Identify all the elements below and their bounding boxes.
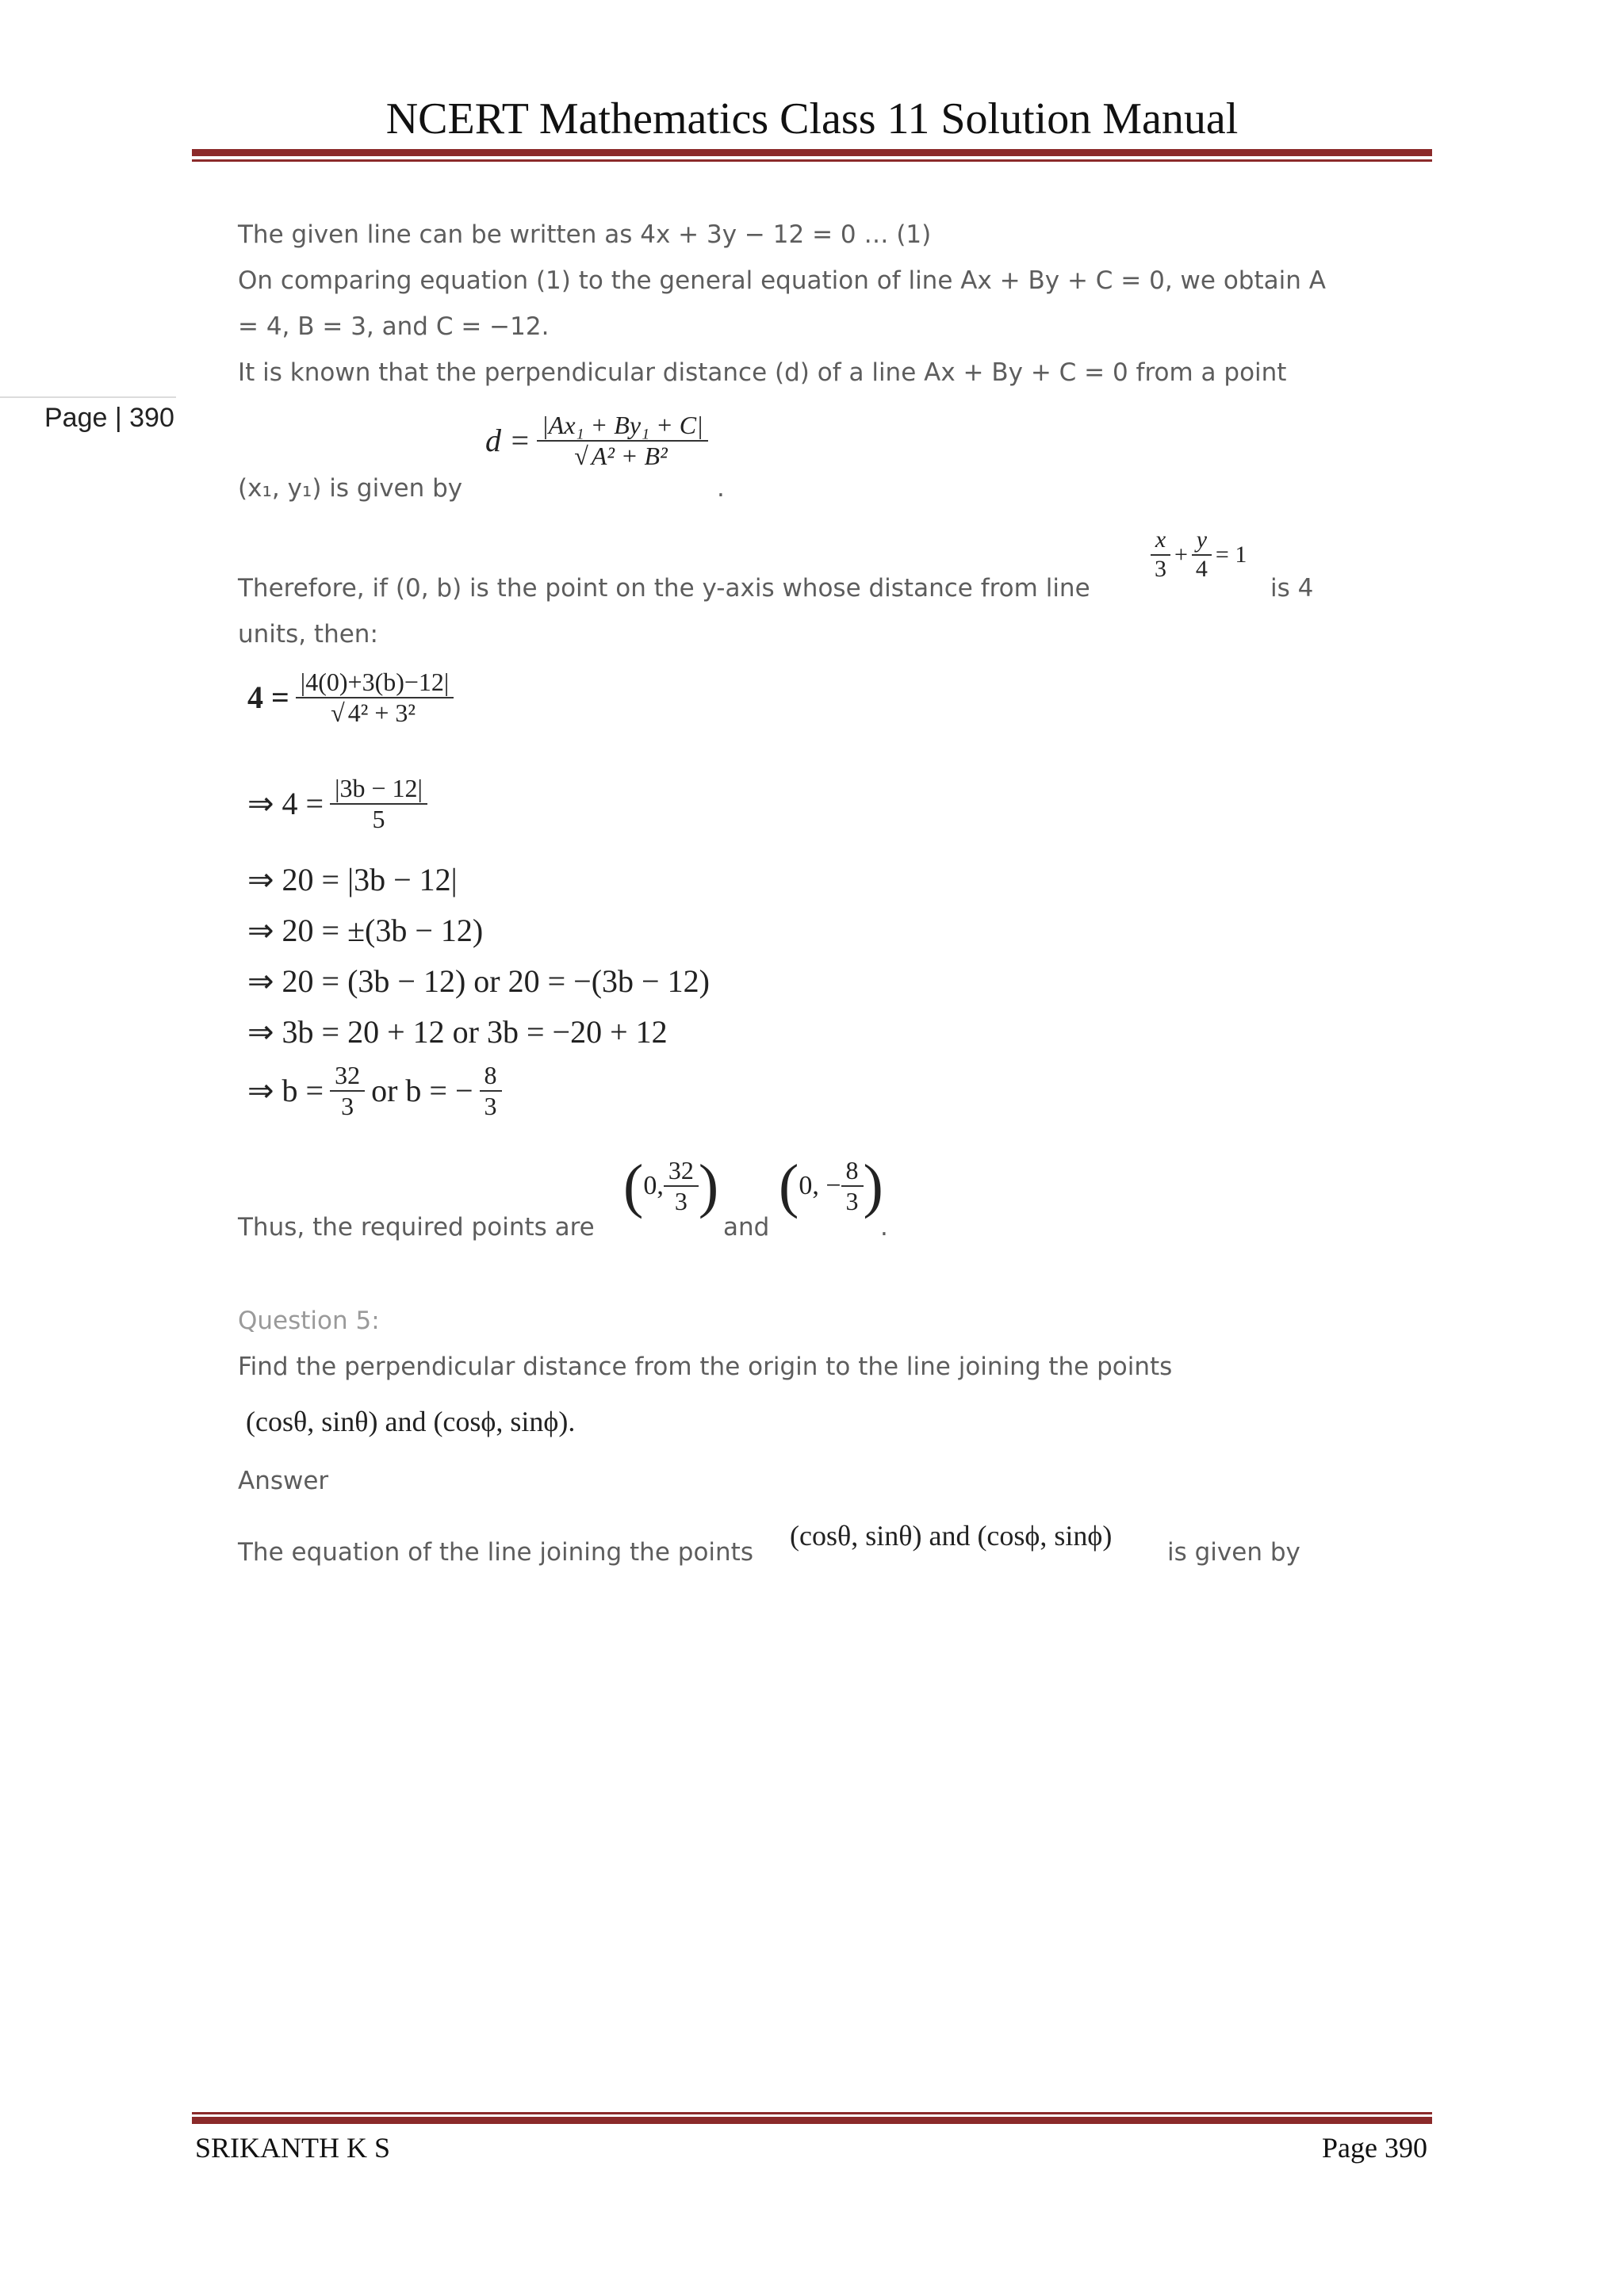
text-line-5-end: . xyxy=(717,474,725,503)
step-1-numerator: |4(0)+3(b)−12| xyxy=(296,668,454,698)
step-1-denominator: √ 4² + 3² xyxy=(326,698,423,728)
footer-rule-thick xyxy=(192,2117,1432,2124)
answer-label: Answer xyxy=(238,1467,329,1495)
step-4: ⇒ 20 = ±(3b − 12) xyxy=(247,913,484,948)
point-2-num: 8 xyxy=(841,1156,864,1187)
step-7-num-1: 32 xyxy=(330,1061,365,1092)
question-math: (cosθ, sinθ) and (cosϕ, sinϕ). xyxy=(246,1406,576,1437)
answer-line-1-math: (cosθ, sinθ) and (cosϕ, sinϕ) xyxy=(790,1520,1113,1552)
step-3: ⇒ 20 = |3b − 12| xyxy=(247,862,458,897)
point-1-den: 3 xyxy=(674,1187,688,1215)
step-7-num-2: 8 xyxy=(480,1061,502,1092)
footer-rule-thin xyxy=(192,2112,1432,2114)
step-2-lhs: ⇒ 4 = xyxy=(247,786,324,822)
step-7-lhs: ⇒ b = xyxy=(247,1073,324,1109)
answer-line-1-end: is given by xyxy=(1167,1538,1300,1567)
step-7-den-2: 3 xyxy=(484,1091,497,1120)
step-1-lhs: 4 = xyxy=(247,679,289,716)
margin-rule xyxy=(0,396,176,398)
footer-page-number: Page 390 xyxy=(1322,2132,1427,2164)
line-equation-inline xyxy=(1150,526,1247,583)
text-line-8: Thus, the required points are xyxy=(238,1213,595,1242)
step-7-den-1: 3 xyxy=(341,1091,354,1120)
equals-one: = 1 xyxy=(1215,541,1247,568)
step-2-denominator: 5 xyxy=(372,804,385,833)
step-1-radicand: 4² + 3² xyxy=(345,697,419,727)
step-7-or: or b = − xyxy=(371,1073,473,1109)
header-rule-thick xyxy=(192,149,1432,156)
distance-formula xyxy=(485,411,708,471)
paren-close-2: ) xyxy=(863,1153,883,1219)
point-2-fraction xyxy=(841,1156,864,1216)
step-6: ⇒ 3b = 20 + 12 or 3b = −20 + 12 xyxy=(247,1014,668,1050)
paren-close: ) xyxy=(698,1153,719,1219)
solution-scan xyxy=(232,190,1437,1617)
formula-lhs: d = xyxy=(485,423,530,459)
question-heading: Question 5: xyxy=(238,1307,380,1335)
page-header-title: NCERT Mathematics Class 11 Solution Manual xyxy=(385,94,1239,144)
paren-open-2: ( xyxy=(779,1153,799,1219)
formula-denominator: √ A² + B² xyxy=(569,442,675,471)
step-1-fraction xyxy=(296,668,454,728)
step-7 xyxy=(247,1061,502,1121)
text-line-6-end: is 4 xyxy=(1270,574,1314,603)
formula-numerator: |Ax₁ + By₁ + C| xyxy=(537,411,708,442)
text-line-1: The given line can be written as 4x + 3y − 12 = 0 … (1) xyxy=(238,220,932,249)
fraction-3: 3 xyxy=(1155,555,1166,582)
text-line-3: = 4, B = 3, and C = −12. xyxy=(238,312,550,341)
fraction-y: y xyxy=(1192,526,1212,556)
plus-sign: + xyxy=(1174,541,1188,568)
question-text: Find the perpendicular distance from the origin to the line joining the points xyxy=(238,1353,1173,1381)
point-1-prefix: 0, xyxy=(643,1171,664,1200)
answer-line-1: The equation of the line joining the points xyxy=(238,1538,753,1567)
fraction-x-over-3 xyxy=(1150,526,1171,583)
point-2-prefix: 0, − xyxy=(799,1171,841,1200)
footer-author: SRIKANTH K S xyxy=(195,2132,391,2164)
step-5: ⇒ 20 = (3b − 12) or 20 = −(3b − 12) xyxy=(247,963,710,999)
point-1 xyxy=(623,1153,719,1219)
formula-denominator-radicand: A² + B² xyxy=(588,440,671,470)
step-2-numerator: |3b − 12| xyxy=(330,774,427,805)
text-line-7: units, then: xyxy=(238,620,378,649)
text-line-4: It is known that the perpendicular distance (d) of a line Ax + By + C = 0 from a point xyxy=(238,358,1287,387)
text-line-8-end: . xyxy=(880,1213,888,1242)
step-2-fraction xyxy=(330,774,427,834)
text-line-2: On comparing equation (1) to the general equation of line Ax + By + C = 0, we obtain A xyxy=(238,266,1326,295)
paren-open: ( xyxy=(623,1153,644,1219)
header-rule-thin xyxy=(192,159,1432,162)
point-1-num: 32 xyxy=(664,1156,699,1187)
fraction-4: 4 xyxy=(1195,555,1208,582)
point-2 xyxy=(779,1153,883,1219)
fraction-y-over-4 xyxy=(1191,526,1212,583)
point-1-fraction xyxy=(664,1156,699,1216)
side-page-label: Page | 390 xyxy=(44,403,174,433)
text-line-6: Therefore, if (0, b) is the point on the y-axis whose distance from line xyxy=(238,574,1090,603)
step-7-fraction-2 xyxy=(480,1061,502,1121)
text-and: and xyxy=(723,1213,770,1242)
text-line-5: (x₁, y₁) is given by xyxy=(238,474,463,503)
fraction-x: x xyxy=(1151,526,1170,556)
step-2 xyxy=(247,774,427,834)
point-2-den: 3 xyxy=(845,1187,859,1215)
formula-fraction xyxy=(537,411,708,471)
step-7-fraction-1 xyxy=(330,1061,365,1121)
step-1 xyxy=(247,668,454,728)
